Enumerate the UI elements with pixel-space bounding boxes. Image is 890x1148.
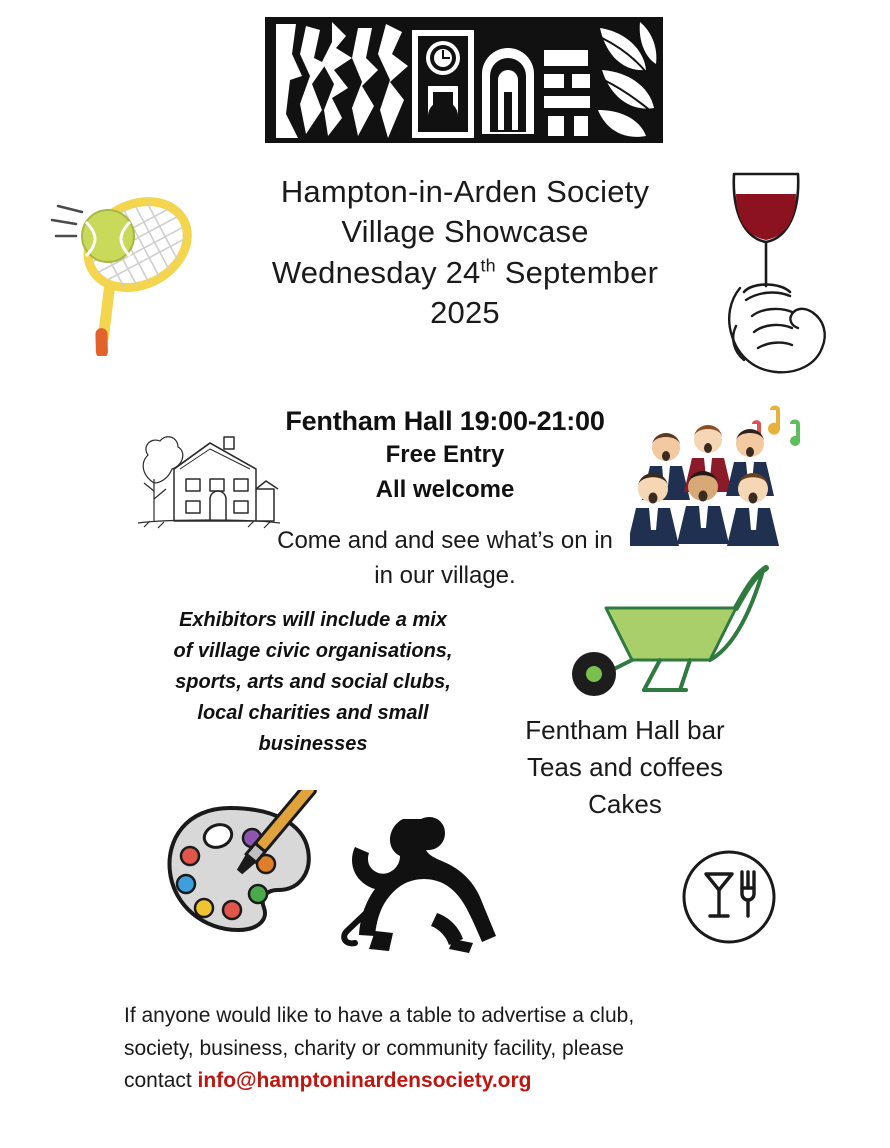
- title-line-1: Hampton-in-Arden Society: [280, 174, 650, 209]
- contact-email-link[interactable]: info@hamptoninardensociety.org: [197, 1069, 532, 1093]
- tennis-racquet-and-ball-icon: [42, 186, 232, 356]
- refreshments-line-1: Fentham Hall bar: [525, 715, 725, 745]
- refreshments-text: [470, 712, 780, 823]
- exhibitors-text: [148, 605, 478, 760]
- footer-contact-label: contact: [124, 1069, 198, 1093]
- title-date-post: September: [495, 254, 659, 290]
- green-wheelbarrow-icon: [540, 556, 790, 711]
- exhibitors-line-5: businesses: [258, 733, 368, 755]
- footer-line-3: [124, 1065, 774, 1098]
- field-hockey-player-icon: [325, 805, 515, 955]
- exhibitors-line-1: Exhibitors will include a mix: [179, 609, 447, 631]
- masthead-woodcut-image: [262, 14, 666, 146]
- refreshments-line-2: Teas and coffees: [526, 751, 724, 782]
- refreshments-line-3: Cakes: [588, 788, 662, 819]
- footer-line-2: society, business, charity or community facility, please: [124, 1036, 624, 1060]
- footer-line-1: If anyone would like to have a table to advertise a club,: [124, 1004, 635, 1027]
- invitation-line-2: in our village.: [374, 561, 516, 589]
- venue-entry: Free Entry: [385, 440, 505, 468]
- title-line-4: 2025: [430, 294, 500, 330]
- title-line-3: [180, 253, 750, 293]
- title-line-2: Village Showcase: [341, 214, 589, 250]
- food-and-drink-icon: [680, 848, 778, 946]
- title-date-pre: Wednesday 24: [271, 254, 481, 290]
- venue-details: [215, 405, 675, 508]
- exhibitors-line-4: local charities and small: [197, 702, 429, 724]
- title-date-ordinal: th: [480, 255, 496, 276]
- poster-title: [180, 172, 750, 333]
- invitation-line-1: Come and and see what’s on in: [277, 527, 613, 554]
- hand-holding-wine-glass-icon: [700, 160, 850, 385]
- artist-palette-icon: [160, 790, 340, 950]
- exhibitors-line-3: sports, arts and social clubs,: [175, 671, 451, 693]
- venue-welcome: All welcome: [375, 475, 515, 503]
- exhibitors-line-2: of village civic organisations,: [173, 640, 453, 662]
- venue-hall-time: Fentham Hall 19:00-21:00: [285, 406, 605, 436]
- contact-footer: [124, 1000, 774, 1098]
